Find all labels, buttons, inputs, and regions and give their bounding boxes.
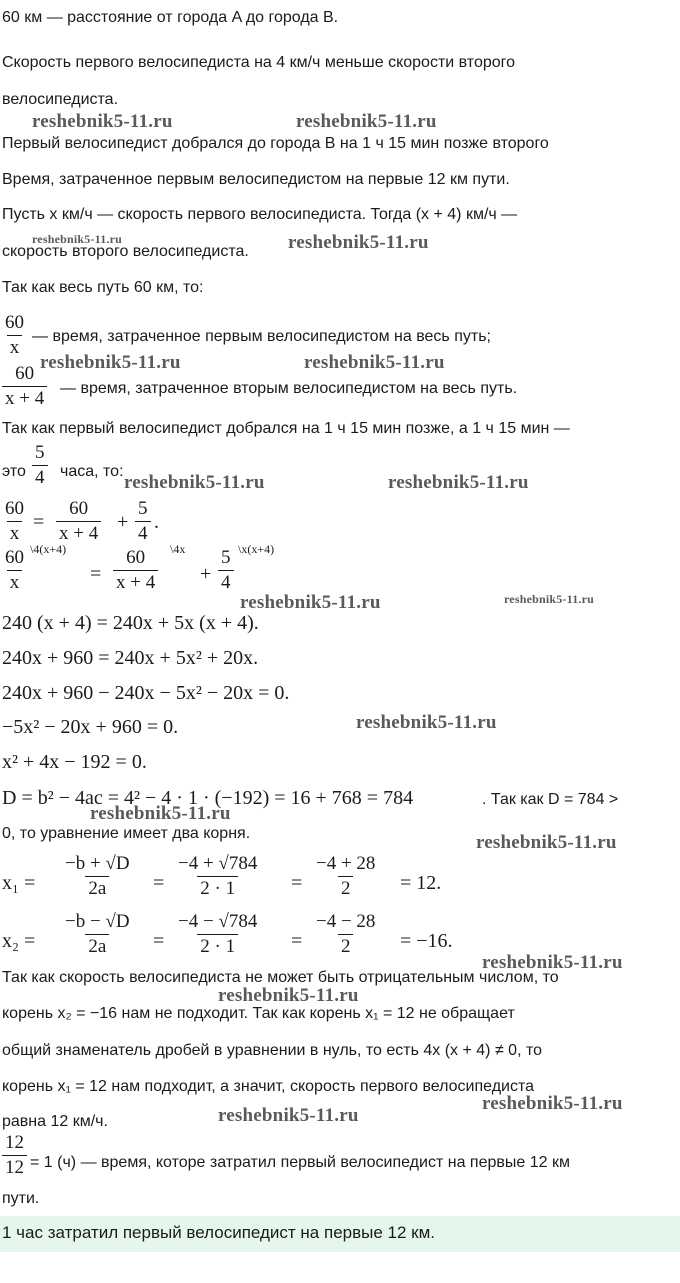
watermark: reshebnik5-11.ru [124,472,265,493]
line-distance: 60 км — расстояние от города A до города B. [2,9,339,26]
numerator: −b + √D [65,853,130,874]
root2-eq-b: = [291,930,303,952]
numerator: 60 [5,547,24,568]
eq2-multiplier-b: \4x [170,542,186,556]
root1-eq-b: = [291,872,303,894]
eq2-multiplier-c: \x(x+4) [238,542,275,556]
numerator: −4 − √784 [178,911,258,932]
line-let-x: Пусть x км/ч — скорость первого велосипедиста. Тогда (x + 4) км/ч — [2,206,518,223]
denominator: 2a [85,876,109,901]
eq1-equals: = [33,511,45,533]
line-question: Время, затраченное первым велосипедистом на первые 12 км пути. [2,171,510,188]
eq-step-3: 240x + 960 − 240x − 5x² − 20x = 0. [2,682,290,704]
numerator: 12 [5,1132,24,1153]
line-since-d: . Так как D = 784 > [482,791,619,808]
answer-text: 1 час затратил первый велосипедист на первые 12 км. [2,1223,436,1242]
answer-box [0,1216,680,1252]
root1-eq-a: = [153,872,165,894]
numerator: −4 + 28 [316,853,376,874]
watermark: reshebnik5-11.ru [296,111,437,132]
line-cyclist: велосипедиста. [2,91,119,108]
root2-frac-b [175,910,260,959]
watermark: reshebnik5-11.ru [356,712,497,733]
denominator: 2 [338,876,354,901]
root2-label: x₂ = [2,930,36,952]
eq-step-5: x² + 4x − 192 = 0. [2,751,147,773]
line-conclusion-2: корень x₂ = −16 нам не подходит. Так как корень x₁ = 12 не обращает [2,1005,515,1022]
line-path-end: пути. [2,1190,40,1207]
denominator: x + 4 [56,521,101,546]
eq1-frac-c [135,497,151,546]
eq2-plus: + [200,563,212,585]
watermark: reshebnik5-11.ru [218,1105,359,1126]
denominator: 2 · 1 [197,934,238,959]
numerator: −4 + √784 [178,853,258,874]
denominator: x + 4 [2,386,47,411]
denominator: x [7,335,23,360]
watermark: reshebnik5-11.ru [32,232,122,246]
eq1-plus: + [117,511,129,533]
denominator: 2a [85,934,109,959]
numerator: 5 [138,498,148,519]
denominator: 2 · 1 [197,876,238,901]
watermark: reshebnik5-11.ru [504,592,594,606]
root2-frac-a [62,910,133,959]
numerator: 5 [221,547,231,568]
watermark: reshebnik5-11.ru [40,352,181,373]
denominator: x + 4 [113,570,158,595]
root1-label: x₁ = [2,872,36,894]
denominator: x [7,570,23,595]
line-conclusion-4: корень x₁ = 12 нам подходит, а значит, скорость первого велосипедиста [2,1078,535,1095]
line-conclusion-5: равна 12 км/ч. [2,1113,108,1130]
fraction-60-over-x [2,311,27,360]
line-conclusion-3: общий знаменатель дробей в уравнении в нуль, то есть 4x (x + 4) ≠ 0, то [2,1042,543,1059]
denominator: 4 [218,570,234,595]
watermark: reshebnik5-11.ru [218,985,359,1006]
eq2-frac-c [218,546,234,595]
fraction-5-over-4 [32,441,48,490]
line-this-b: часа, то: [60,463,124,480]
line-speed-diff: Скорость первого велосипедиста на 4 км/ч меньше скорости второго [2,54,516,71]
numerator: 5 [35,442,45,463]
line-time-first: — время, затраченное первым велосипедистом на весь путь; [32,328,491,345]
eq1-dot: . [154,511,159,533]
numerator: −b − √D [65,911,130,932]
fraction-12-over-12 [2,1131,27,1180]
watermark: reshebnik5-11.ru [240,592,381,613]
numerator: 60 [5,312,24,333]
denominator: x [7,521,23,546]
eq-discriminant: D = b² − 4ac = 4² − 4 · 1 · (−192) = 16 + 768 = 784 [2,787,414,809]
root1-frac-c [313,852,378,901]
denominator: 12 [2,1155,27,1180]
watermark: reshebnik5-11.ru [304,352,445,373]
eq2-equals: = [90,563,102,585]
line-second-speed: скорость второго велосипедиста. [2,243,249,260]
watermark: reshebnik5-11.ru [288,232,429,253]
line-total-path: Так как весь путь 60 км, то: [2,279,204,296]
eq2-frac-a [2,546,27,595]
numerator: 60 [15,363,35,384]
eq1-frac-a [2,497,27,546]
watermark: reshebnik5-11.ru [32,111,173,132]
watermark: reshebnik5-11.ru [482,1093,623,1114]
root2-eq-a: = [153,930,165,952]
watermark: reshebnik5-11.ru [476,832,617,853]
watermark: reshebnik5-11.ru [388,472,529,493]
line-because-later: Так как первый велосипедист добрался на 1 ч 15 мин позже, а 1 ч 15 мин — [2,420,570,437]
line-this-a: это [2,463,26,480]
eq-step-2: 240x + 960 = 240x + 5x² + 20x. [2,647,259,669]
eq-step-4: −5x² − 20x + 960 = 0. [2,716,179,738]
numerator: 60 [126,547,146,568]
eq-step-1: 240 (x + 4) = 240x + 5x (x + 4). [2,612,259,634]
denominator: 2 [338,934,354,959]
numerator: 60 [69,498,89,519]
denominator: 4 [32,465,48,490]
root1-frac-a [62,852,133,901]
watermark: reshebnik5-11.ru [482,952,623,973]
numerator: −4 − 28 [316,911,376,932]
root2-result: = −16. [400,930,453,952]
line-conclusion-1: Так как скорость велосипедиста не может быть отрицательным числом, то [2,969,559,986]
line-time-second: — время, затраченное вторым велосипедистом на весь путь. [60,380,518,397]
root2-frac-c [313,910,378,959]
eq2-multiplier-a: \4(x+4) [30,542,67,556]
root1-frac-b [175,852,260,901]
numerator: 60 [5,498,24,519]
denominator: 4 [135,521,151,546]
line-time-result: = 1 (ч) — время, которе затратил первый велосипедист на первые 12 км [30,1154,570,1171]
eq1-frac-b [56,497,101,546]
eq2-frac-b [113,546,158,595]
line-later: Первый велосипедист добрался до города B на 1 ч 15 мин позже второго [2,135,549,152]
line-two-roots: 0, то уравнение имеет два корня. [2,825,251,842]
watermark: reshebnik5-11.ru [90,803,231,824]
root1-result: = 12. [400,872,442,894]
